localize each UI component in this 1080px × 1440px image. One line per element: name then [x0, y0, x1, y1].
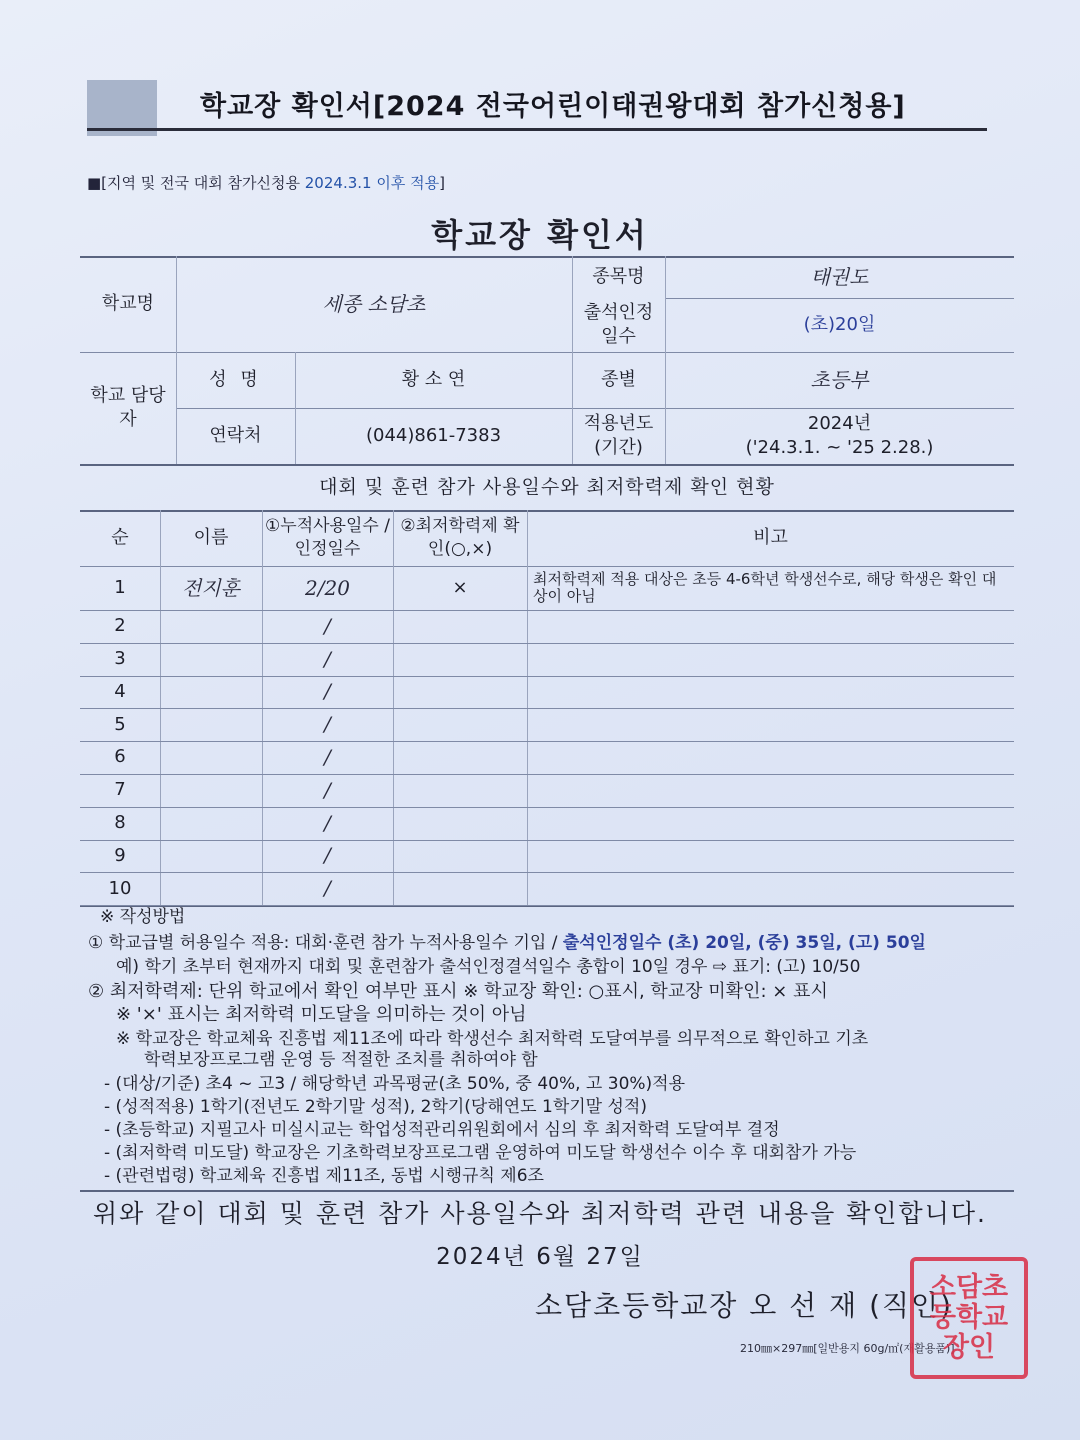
row-note-cell [527, 840, 1014, 873]
page-title: 학교장 확인서 [431, 216, 649, 254]
row-name-cell [160, 774, 262, 807]
row-no-cell: 1 [114, 576, 126, 598]
row-name-cell [160, 610, 262, 643]
row-check-cell [393, 708, 527, 741]
row-days-cell: / [324, 843, 331, 868]
name-label: 성 명 [209, 368, 262, 390]
row-note-cell [527, 643, 1014, 676]
row-name-cell [160, 643, 262, 676]
note-7: - (초등학교) 지필고사 미실시교는 학업성적관리위원회에서 심의 후 최저학력 도달여부 결정 [104, 1120, 780, 1140]
form-usage-label [87, 172, 445, 193]
issue-date: 2024년 6월 27일 [436, 1244, 644, 1270]
note-5: - (대상/기준) 초4 ~ 고3 / 해당학년 과목평균(초 50%, 중 40%, 고 30%)적용 [104, 1074, 686, 1094]
row-days-cell: 2/20 [305, 575, 350, 600]
year-label: 적용년도 (기간) [583, 412, 654, 458]
row-days-cell: / [324, 613, 331, 638]
note-1-text: ① 학교급별 허용일수 적용: 대회·훈련 참가 누적사용일수 기입 / [88, 933, 563, 953]
row-no-cell: 2 [114, 615, 126, 637]
subhead-prefix: ■[지역 및 전국 대회 참가신청용 [87, 174, 300, 192]
attendance-days-value: (초)20일 [803, 313, 876, 335]
row-note-cell [527, 676, 1014, 709]
header-rule [87, 128, 987, 131]
col-header-name: 이름 [193, 526, 229, 548]
row-name-cell: 전지훈 [182, 575, 240, 600]
col-header-note: 비고 [753, 526, 788, 548]
subhead-date: 2024.3.1 이후 적용 [304, 174, 440, 192]
row-note-cell [527, 807, 1014, 840]
row-check-cell [393, 676, 527, 709]
row-days-cell: / [324, 712, 331, 737]
principal-signature-line: 소담초등학교장 오 선 재 (직인) [535, 1289, 954, 1322]
row-note-cell [527, 708, 1014, 741]
note-2: ② 최저학력제: 단위 학교에서 확인 여부만 표시 ※ 학교장 확인: ○표시, 학교장 미확인: × 표시 [88, 981, 828, 1002]
row-check-cell [393, 774, 527, 807]
attendance-days-label: 출석인정 일수 [583, 301, 654, 347]
year-value: 2024년 [807, 412, 872, 434]
note-9: - (관련법령) 학교체육 진흥법 제11조, 동법 시행규칙 제6조 [104, 1166, 544, 1186]
row-note-cell: 최저학력제 적용 대상은 초등 4-6학년 학생선수로, 해당 학생은 확인 대상이 아님 [533, 569, 997, 605]
note-1-emphasis: 출석인정일수 (초) 20일, (중) 35일, (고) 50일 [562, 933, 926, 953]
row-no-cell: 6 [114, 746, 126, 768]
row-no-cell: 5 [114, 713, 126, 735]
contact-value: (044)861-7383 [365, 424, 502, 446]
col-header-no: 순 [111, 526, 129, 548]
row-no-cell: 10 [108, 877, 132, 899]
row-check-cell [393, 643, 527, 676]
notes-bottom-rule [80, 1190, 1014, 1192]
note-8: - (최저학력 미도달) 학교장은 기초학력보장프로그램 운영하여 미도달 학생선수 이수 후 대회참가 가능 [104, 1143, 857, 1163]
status-section-title: 대회 및 훈련 참가 사용일수와 최저학력제 확인 현황 [319, 476, 775, 499]
year-cell [665, 408, 1014, 464]
note-1 [88, 932, 926, 955]
school-name-label: 학교명 [101, 292, 155, 314]
row-check-cell: × [452, 576, 468, 598]
row-check-cell [393, 807, 527, 840]
row-days-cell: / [324, 777, 331, 802]
document-header-title: 학교장 확인서[2024 전국어린이태권왕대회 참가신청용] [200, 91, 906, 122]
school-name-value: 세종 소담초 [322, 291, 426, 316]
note-4b: 학력보장프로그램 운영 등 적절한 조치를 취하여야 함 [144, 1050, 538, 1070]
official-seal-stamp: 소담초등학교장인 [910, 1257, 1028, 1379]
row-name-cell [160, 676, 262, 709]
row-no-cell: 4 [114, 680, 126, 702]
row-check-cell [393, 840, 527, 873]
notes-title: ※ 작성방법 [100, 907, 186, 927]
acknowledgement-text: 위와 같이 대회 및 훈련 참가 사용일수와 최저학력 관련 내용을 확인합니다. [93, 1199, 987, 1228]
row-divider [80, 905, 1014, 906]
period-value: ('24.3.1. ~ '25 2.28.) [745, 437, 934, 458]
row-note-cell [527, 774, 1014, 807]
row-no-cell: 9 [114, 844, 126, 866]
contact-label: 연락처 [209, 424, 262, 446]
division-value: 초등부 [810, 367, 869, 392]
row-days-cell: / [324, 810, 331, 835]
row-no-cell: 8 [114, 812, 126, 834]
row-days-cell: / [324, 679, 331, 704]
row-note-cell [527, 741, 1014, 774]
row-note-cell [527, 610, 1014, 643]
row-check-cell [393, 610, 527, 643]
row-no-cell: 7 [114, 779, 126, 801]
col-header-check: ②최저학력제 확인(○,×) [400, 516, 520, 559]
note-6: - (성적적용) 1학기(전년도 2학기말 성적), 2학기(당해연도 1학기말 성적) [104, 1097, 647, 1117]
row-name-cell [160, 872, 262, 905]
note-1-example: 예) 학기 초부터 현재까지 대회 및 훈련참가 출석인정결석일수 총합이 10일 경우 ⇨ 표기: (고) 10/50 [116, 957, 861, 977]
event-label: 종목명 [592, 265, 645, 287]
row-days-cell: / [324, 876, 331, 901]
row-name-cell [160, 741, 262, 774]
manager-name-value: 황 소 연 [401, 368, 466, 390]
row-check-cell [393, 872, 527, 905]
school-manager-label: 학교 담당자 [90, 384, 166, 430]
col-header-days: ①누적사용일수 /인정일수 [265, 516, 390, 559]
division-label: 종별 [601, 368, 636, 390]
row-no-cell: 3 [114, 648, 126, 670]
row-note-cell [527, 872, 1014, 905]
row-name-cell [160, 807, 262, 840]
row-days-cell: / [324, 745, 331, 770]
event-value: 태권도 [810, 264, 869, 289]
row-name-cell [160, 840, 262, 873]
paper-spec: 210㎜×297㎜[일반용지 60g/㎡(재활용품)] [740, 1342, 955, 1355]
note-3: ※ '×' 표시는 최저학력 미도달을 의미하는 것이 아님 [116, 1004, 527, 1025]
row-days-cell: / [324, 646, 331, 671]
note-4a: ※ 학교장은 학교체육 진흥법 제11조에 따라 학생선수 최저학력 도달여부를 의무적으로 확인하고 기초 [116, 1029, 869, 1049]
row-check-cell [393, 741, 527, 774]
row-name-cell [160, 708, 262, 741]
subhead-suffix: ] [439, 174, 445, 192]
